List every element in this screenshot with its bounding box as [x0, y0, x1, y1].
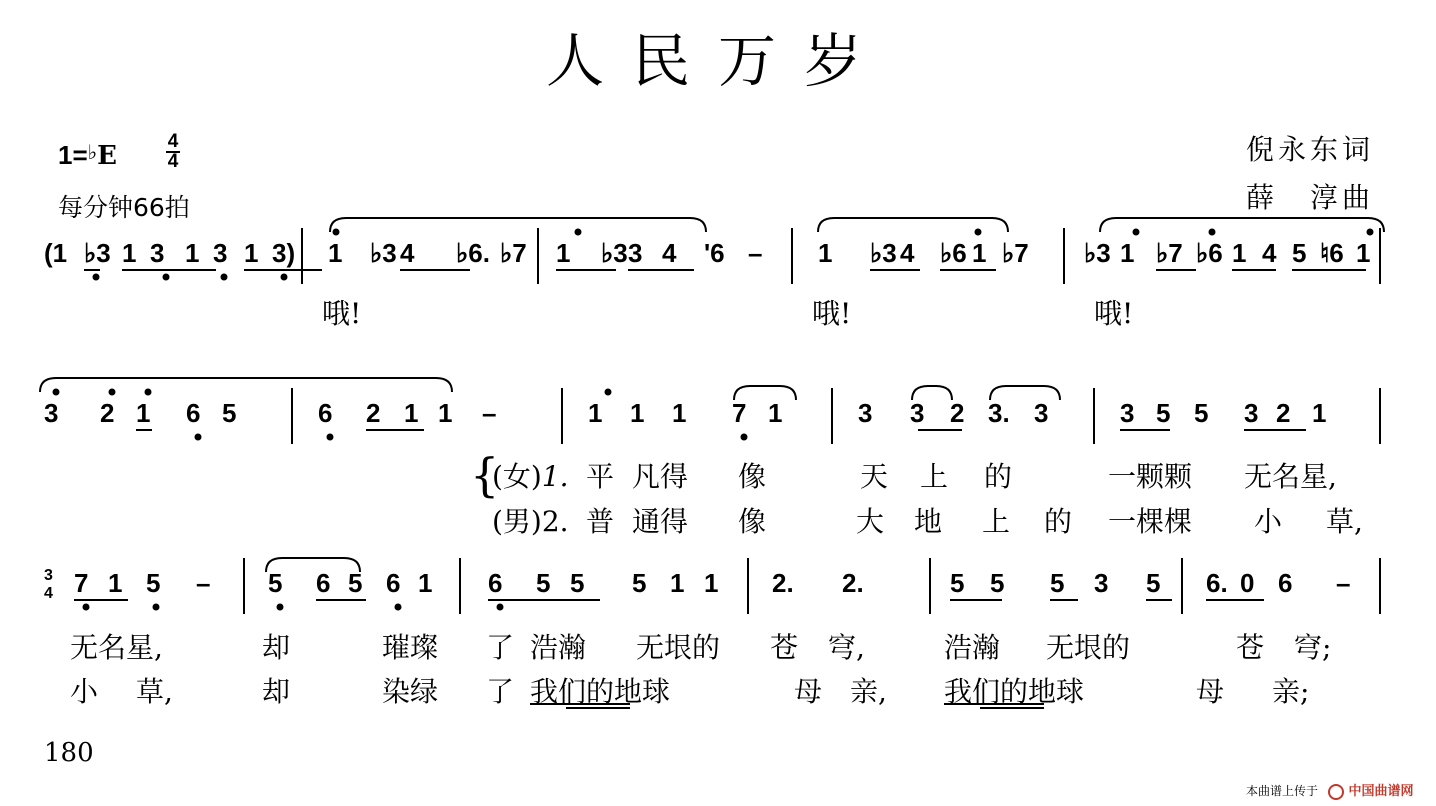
note: 5: [536, 568, 551, 598]
note: 1: [108, 568, 123, 598]
lyric-word: 母: [1196, 675, 1225, 708]
interjection-1: 哦!: [322, 297, 362, 330]
note: ♭7: [1002, 238, 1029, 268]
lyric-word: 凡得: [632, 460, 689, 493]
high-dot: [334, 230, 339, 235]
note: ♭6.: [456, 238, 490, 268]
note: 1: [704, 568, 719, 598]
lyric-word: 上: [920, 460, 949, 493]
note: 1: [630, 398, 645, 428]
note: 4: [900, 238, 915, 268]
lyric-word: 上: [982, 505, 1011, 538]
lyric-word: 普: [586, 505, 615, 538]
lyric-word: 草,: [1326, 505, 1363, 538]
lyric-word: 小: [70, 675, 99, 708]
verse1-number: 1.: [541, 460, 569, 493]
note: 5: [990, 568, 1005, 598]
high-dot: [110, 390, 115, 395]
low-dot: [498, 605, 503, 610]
lyric-word: 穹,: [828, 631, 865, 664]
low-dot: [94, 275, 99, 280]
note: 1: [672, 398, 687, 428]
low-dot: [742, 435, 747, 440]
note: –: [196, 568, 211, 598]
interjection-2: 哦!: [812, 297, 852, 330]
note: 3: [910, 398, 925, 428]
lyric-word: 通得: [632, 505, 689, 538]
time-numerator: 4: [167, 131, 179, 152]
note: 1: [1356, 238, 1371, 268]
interjection-3: 哦!: [1094, 297, 1134, 330]
note: 5: [1050, 568, 1065, 598]
note: 6: [1278, 568, 1293, 598]
note: 1: [1120, 238, 1135, 268]
lyric-word: 平: [586, 460, 615, 493]
verse1-singer: (女): [492, 460, 542, 493]
note: 2: [950, 398, 965, 428]
verse-brace: {: [470, 448, 500, 502]
lyric-word: 染绿: [382, 675, 439, 708]
note: 1: [438, 398, 453, 428]
lyric-word: 的: [984, 460, 1013, 493]
note: 1: [556, 238, 571, 268]
note: ♭7: [1156, 238, 1183, 268]
note: 6: [186, 398, 201, 428]
verse2-line: [492, 500, 569, 540]
note: –: [748, 238, 763, 268]
lyric-word: 亲;: [1272, 675, 1310, 708]
time-change: 4: [44, 585, 53, 602]
lyric-underline: [566, 707, 630, 709]
lyric-word: 却: [262, 631, 291, 664]
lyric-word: 无垠的: [1046, 631, 1131, 664]
lyric-word: 却: [262, 675, 291, 708]
note: 2: [1276, 398, 1291, 428]
note: 3: [1120, 398, 1135, 428]
note: 1: [418, 568, 433, 598]
lyric-word: 母: [794, 675, 823, 708]
note: 3: [1034, 398, 1049, 428]
lyric-word: 无名星,: [70, 631, 163, 664]
note: 5: [1156, 398, 1171, 428]
slur: [330, 218, 706, 232]
verse1-line: [492, 455, 569, 495]
high-dot: [606, 390, 611, 395]
lyricist-credit: 倪永东词: [1246, 133, 1375, 166]
low-dot: [84, 605, 89, 610]
note: 3): [272, 238, 296, 268]
lyric-word: 小: [1254, 505, 1283, 538]
note: (1: [44, 238, 68, 268]
note: 1: [328, 238, 343, 268]
note: ♭3: [84, 238, 111, 268]
lyric-word: 浩瀚: [944, 631, 1001, 664]
note: 3: [1244, 398, 1259, 428]
note: 3: [628, 238, 643, 268]
note: ♭6: [940, 238, 967, 268]
note: 4: [1262, 238, 1277, 268]
lyric-word: 了: [486, 675, 515, 708]
flat-sign: ♭: [87, 140, 98, 164]
lyric-underline: [944, 703, 1044, 705]
note: ♮6: [1320, 238, 1344, 268]
note: 5: [570, 568, 585, 598]
footer-text: 本曲谱上传于: [1246, 784, 1319, 798]
lyric-word: 苍: [770, 631, 799, 664]
note: 0: [1240, 568, 1255, 598]
lyric-word: 草,: [136, 675, 173, 708]
note: ♭3: [1084, 238, 1111, 268]
lyric-word: 璀璨: [382, 631, 439, 664]
notation-marks: [40, 218, 1384, 610]
logo-icon: [1328, 784, 1344, 800]
lyric-word: 无名星,: [1244, 460, 1337, 493]
high-dot: [1134, 230, 1139, 235]
note: –: [482, 398, 497, 428]
note: 2.: [842, 568, 864, 598]
lyric-word: 了: [486, 631, 515, 664]
note: 1: [136, 398, 151, 428]
note: 1: [185, 238, 200, 268]
high-dot: [976, 230, 981, 235]
lyric-word: 像: [738, 460, 767, 493]
note: 5: [1194, 398, 1209, 428]
note: 6: [316, 568, 331, 598]
tempo-marking: 每分钟66拍: [58, 193, 190, 222]
note: 5: [1146, 568, 1161, 598]
note: 5: [1292, 238, 1307, 268]
low-dot: [164, 275, 169, 280]
page-number: 180: [44, 738, 94, 768]
lyric-underline: [530, 703, 630, 705]
lyric-word: 亲,: [850, 675, 887, 708]
note: 1: [768, 398, 783, 428]
note: 5: [632, 568, 647, 598]
note: 3: [858, 398, 873, 428]
note: 1: [122, 238, 137, 268]
note: 6: [386, 568, 401, 598]
high-dot: [1210, 230, 1215, 235]
time-denominator: 4: [167, 151, 179, 172]
low-dot: [396, 605, 401, 610]
song-title: 人民万岁: [545, 27, 890, 95]
time-change: 3: [44, 567, 53, 584]
low-dot: [154, 605, 159, 610]
note: 7: [74, 568, 89, 598]
verse2-number: 2.: [541, 505, 569, 538]
note: 5: [268, 568, 283, 598]
key-letter: E: [97, 141, 117, 171]
slur: [40, 378, 452, 392]
lyric-word: 我们的地球: [530, 675, 671, 708]
lyric-word: 像: [738, 505, 767, 538]
note: 5: [950, 568, 965, 598]
note: 3: [44, 398, 59, 428]
lyric-word: 地: [914, 505, 943, 538]
lyric-word: 穹;: [1294, 631, 1332, 664]
lyric-word: 的: [1044, 505, 1073, 538]
system-2: [44, 388, 1380, 444]
note: ♭6: [1196, 238, 1223, 268]
note: 6.: [1206, 568, 1228, 598]
note: 3: [150, 238, 165, 268]
note: 2: [366, 398, 381, 428]
lyric-underline: [980, 707, 1044, 709]
note: 1: [972, 238, 987, 268]
note: 5: [348, 568, 363, 598]
note: 1: [670, 568, 685, 598]
note: 5: [222, 398, 237, 428]
note: 1: [1232, 238, 1247, 268]
note: ♭3: [601, 238, 628, 268]
note: –: [1336, 568, 1351, 598]
note: 4: [400, 238, 415, 268]
note: 1: [818, 238, 833, 268]
site-name: 中国曲谱网: [1348, 784, 1414, 799]
key-tonic: 1=: [58, 140, 88, 170]
lyric-word: 我们的地球: [944, 675, 1085, 708]
high-dot: [576, 230, 581, 235]
note: ♭7: [500, 238, 527, 268]
low-dot: [282, 275, 287, 280]
note: 1: [1312, 398, 1327, 428]
note: 6: [318, 398, 333, 428]
note: 1: [404, 398, 419, 428]
lyric-word: 无垠的: [636, 631, 721, 664]
low-dot: [278, 605, 283, 610]
lyric-word: 苍: [1236, 631, 1265, 664]
high-dot: [146, 390, 151, 395]
slur: [1100, 218, 1384, 232]
note: '6: [704, 238, 725, 268]
low-dot: [328, 435, 333, 440]
lyric-word: 一颗颗: [1108, 460, 1193, 493]
system-3: [44, 558, 1380, 614]
high-dot: [54, 390, 59, 395]
note: 5: [146, 568, 161, 598]
site-logo: [1328, 780, 1414, 800]
note: 1: [244, 238, 259, 268]
verse2-singer: (男): [492, 505, 542, 538]
note: 6: [488, 568, 503, 598]
note: 3: [213, 238, 228, 268]
note: 7: [732, 398, 747, 428]
note: 3: [1094, 568, 1109, 598]
system-1: [44, 228, 1380, 284]
note: ♭3: [870, 238, 897, 268]
note: 2.: [772, 568, 794, 598]
lyric-word: 浩瀚: [530, 631, 587, 664]
lyric-word: 一棵棵: [1108, 505, 1193, 538]
low-dot: [222, 275, 227, 280]
note: 1: [588, 398, 603, 428]
note: 3.: [988, 398, 1010, 428]
note: 4: [662, 238, 677, 268]
low-dot: [196, 435, 201, 440]
high-dot: [1368, 230, 1373, 235]
lyric-word: 天: [860, 460, 889, 493]
note: ♭3: [370, 238, 397, 268]
composer-credit: 薛 淳曲: [1246, 181, 1375, 214]
lyric-word: 大: [856, 505, 885, 538]
note: 2: [100, 398, 115, 428]
